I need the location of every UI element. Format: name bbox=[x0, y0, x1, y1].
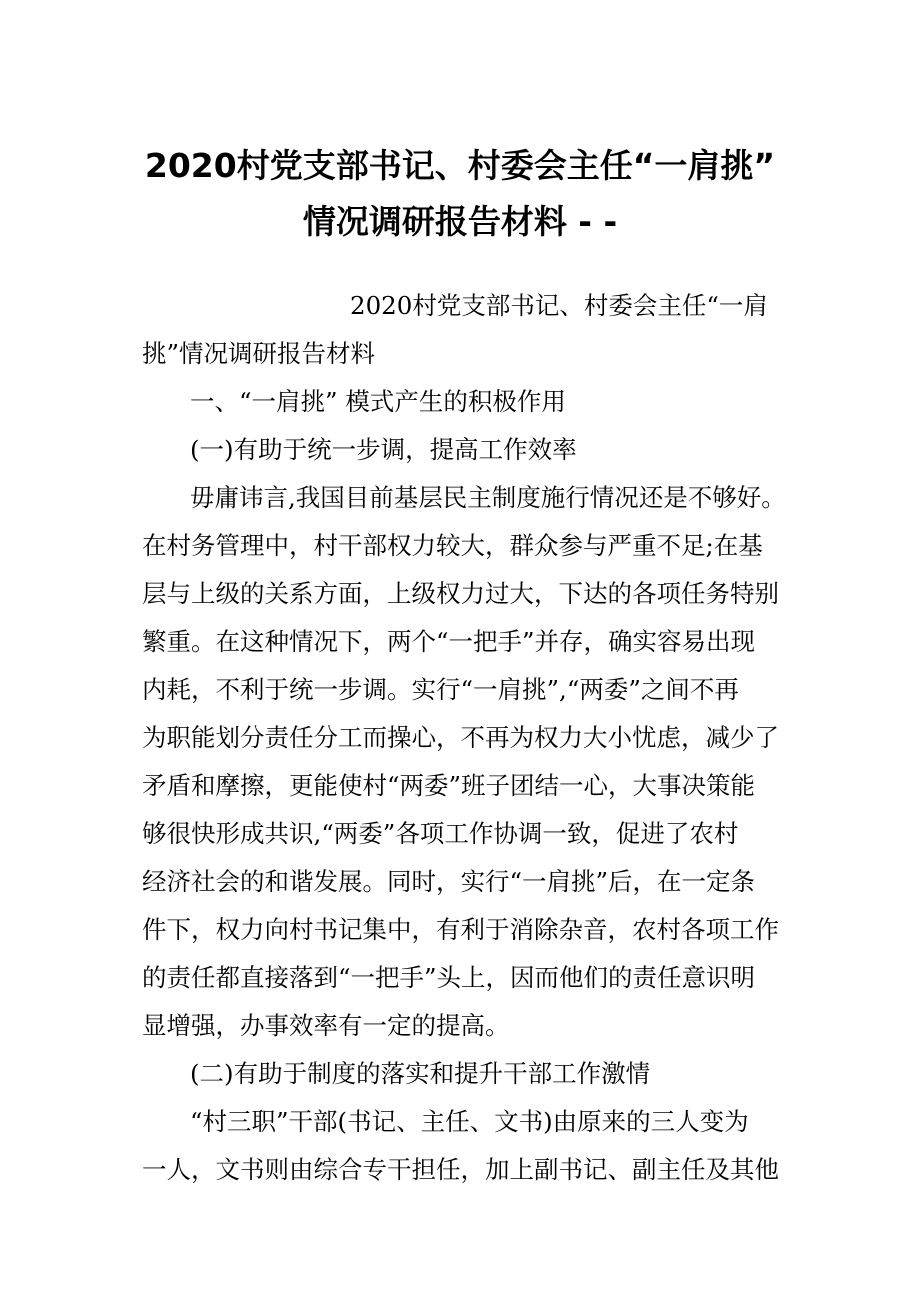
paragraph-1-line: 毋庸讳言,我国目前基层民主制度施行情况还是不够好。 bbox=[190, 483, 786, 512]
paragraph-1-line: 为职能划分责任分工而操心，不再为权力大小忧虑，减少了 bbox=[142, 723, 779, 752]
subtitle-line-1: 2020村党支部书记、村委会主任“一肩 bbox=[350, 291, 768, 320]
paragraph-2-line: 一人，文书则由综合专干担任，加上副书记、副主任及其他 bbox=[142, 1155, 779, 1184]
paragraph-1-line: 件下，权力向村书记集中，有利于消除杂音，农村各项工作 bbox=[142, 915, 779, 944]
paragraph-1-line: 显增强，办事效率有一定的提高。 bbox=[142, 1011, 510, 1040]
paragraph-1-line: 层与上级的关系方面，上级权力过大，下达的各项任务特别 bbox=[142, 579, 779, 608]
paragraph-1-line: 繁重。在这种情况下，两个“一把手”并存，确实容易出现 bbox=[142, 627, 756, 656]
paragraph-1-line: 内耗，不利于统一步调。实行“一肩挑”,“两委”之间不再 bbox=[142, 675, 739, 704]
paragraph-1-line: 够很快形成共识,“两委”各项工作协调一致，促进了农村 bbox=[142, 819, 739, 848]
subsection-heading-1: (一)有助于统一步调，提高工作效率 bbox=[190, 435, 577, 464]
subsection-heading-2: (二)有助于制度的落实和提升干部工作激情 bbox=[190, 1059, 651, 1088]
document-title-line-1: 2020村党支部书记、村委会主任“一肩挑” bbox=[144, 146, 776, 185]
paragraph-1-line: 在村务管理中，村干部权力较大，群众参与严重不足;在基 bbox=[142, 531, 763, 560]
document-title-line-2: 情况调研报告材料 - - bbox=[302, 202, 618, 241]
section-heading-1: 一、“一肩挑” 模式产生的积极作用 bbox=[190, 387, 566, 416]
paragraph-1-line: 矛盾和摩擦，更能使村“两委”班子团结一心，大事决策能 bbox=[142, 771, 756, 800]
paragraph-1-line: 经济社会的和谐发展。同时，实行“一肩挑”后，在一定条 bbox=[142, 867, 756, 896]
paragraph-1-line: 的责任都直接落到“一把手”头上，因而他们的责任意识明 bbox=[142, 963, 756, 992]
subtitle-line-2: 挑”情况调研报告材料 bbox=[142, 339, 376, 368]
paragraph-2-line: “村三职”干部(书记、主任、文书)由原来的三人变为 bbox=[190, 1107, 749, 1136]
